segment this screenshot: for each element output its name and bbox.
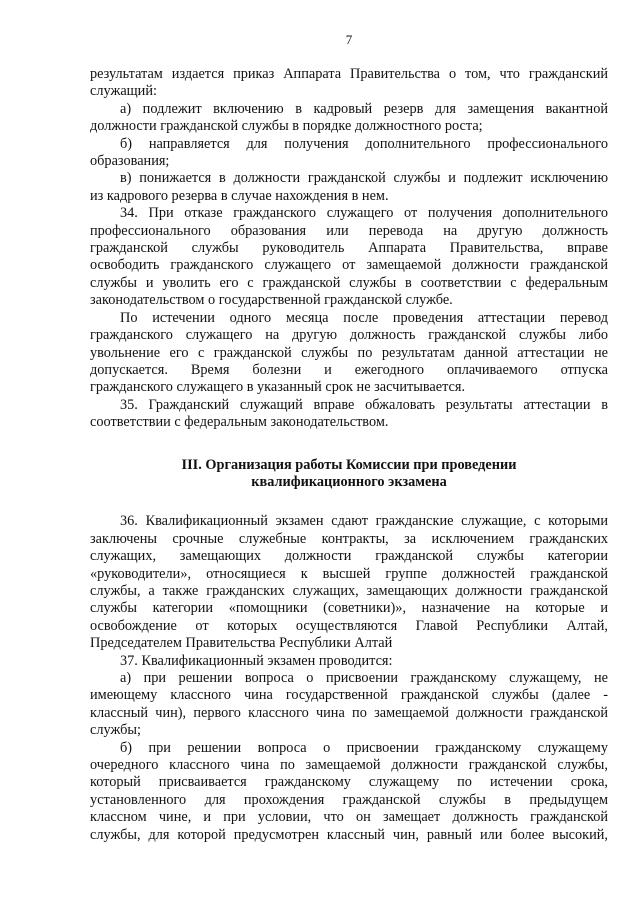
text-line: профессионального образования или перевода на другую должность — [90, 222, 608, 239]
text-line: увольнение его с гражданской службы по результатам данной аттестации не — [90, 344, 608, 361]
text-line: службы категории «помощники (советники)», назначение на которые и — [90, 600, 608, 617]
text-line: а) при решении вопроса о присвоении гражданскому служащему, не — [120, 670, 608, 686]
text-line: в) понижается в должности гражданской службы и подлежит исключению — [120, 170, 608, 187]
text-line: Председателем Правительства Республики Алтай — [90, 635, 393, 652]
text-line: образования; — [90, 153, 170, 170]
text-line: гражданского служащего в указанный срок не засчитывается. — [90, 379, 466, 396]
document-page — [90, 32, 608, 844]
text-line: б) при решении вопроса о присвоении гражданскому служащему — [120, 739, 608, 756]
text-line: освобождение от которых осуществляются Главой Республики Алтай, — [90, 617, 608, 634]
text-line: гражданского служащего на другую должность гражданской службы либо — [90, 327, 608, 344]
text-line: который присваивается гражданскому служащему по истечении срока, — [90, 774, 608, 791]
text-line: результатам издается приказ Аппарата Правительства о том, что гражданский — [90, 66, 608, 82]
text-line: 34. При отказе гражданского служащего от получения дополнительного — [120, 205, 608, 222]
text-line: должности гражданской службы в порядке должностного роста; — [90, 118, 483, 135]
text-line: служащих, замещающих должности гражданской службы категории — [90, 548, 608, 565]
text-line: службы, для которой предусмотрен классный чин, равный или более высокий, — [90, 826, 608, 843]
text-line: службы; — [90, 722, 141, 739]
text-line: соответствии с федеральным законодательством. — [90, 414, 389, 431]
text-line: из кадрового резерва в случае нахождения в нем. — [90, 187, 389, 204]
section-heading-line-1: III. Организация работы Комиссии при проведении — [181, 456, 517, 473]
text-line: освободить гражданского служащего от замещаемой должности гражданской — [90, 257, 608, 274]
text-line: а) подлежит включению в кадровый резерв для замещения вакантной — [120, 100, 608, 117]
text-line: очередного классного чина по замещаемой должности гражданской службы, — [90, 757, 608, 774]
text-line: 36. Квалификационный экзамен сдают гражданские служащие, с которыми — [120, 513, 608, 530]
section-heading — [90, 457, 608, 492]
text-line: «руководители», относящиеся к высшей группе должностей гражданской — [90, 565, 608, 582]
text-line: допускается. Время болезни и ежегодного оплачиваемого отпуска — [90, 361, 608, 378]
text-line: имеющему классного чина государственной гражданской службы (далее - — [90, 687, 608, 704]
text-line: законодательством о государственной гражданской службе. — [90, 292, 453, 309]
text-line: заключены срочные служебные контракты, за исключением гражданских — [90, 530, 608, 547]
text-line: установленного для прохождения гражданской службы в предыдущем — [90, 791, 608, 808]
text-line: б) направляется для получения дополнительного профессионального — [120, 135, 608, 152]
text-line: 37. Квалификационный экзамен проводится: — [120, 652, 393, 669]
text-line: классном чине, и при условии, что он замещает должность гражданской — [90, 809, 608, 826]
text-line: 35. Гражданский служащий вправе обжаловать результаты аттестации в — [120, 396, 608, 413]
paragraphs-top — [90, 66, 608, 432]
text-line: службы и уволить его с гражданской службы в соответствии с федеральным — [90, 274, 608, 291]
section-heading-line-2: квалификационного экзамена — [251, 473, 447, 490]
text-line: классный чин), первого классного чина по замещаемой должности гражданской — [90, 704, 608, 721]
text-line: гражданской службы руководитель Аппарата Правительства, вправе — [90, 240, 608, 257]
page-number: 7 — [345, 32, 353, 47]
text-line: По истечении одного месяца после проведения аттестации перевод — [120, 309, 608, 326]
text-line: служащий: — [90, 83, 157, 100]
paragraphs-bottom — [90, 513, 608, 844]
text-line: службы, а также гражданских служащих, замещающих должности гражданской — [90, 582, 608, 599]
